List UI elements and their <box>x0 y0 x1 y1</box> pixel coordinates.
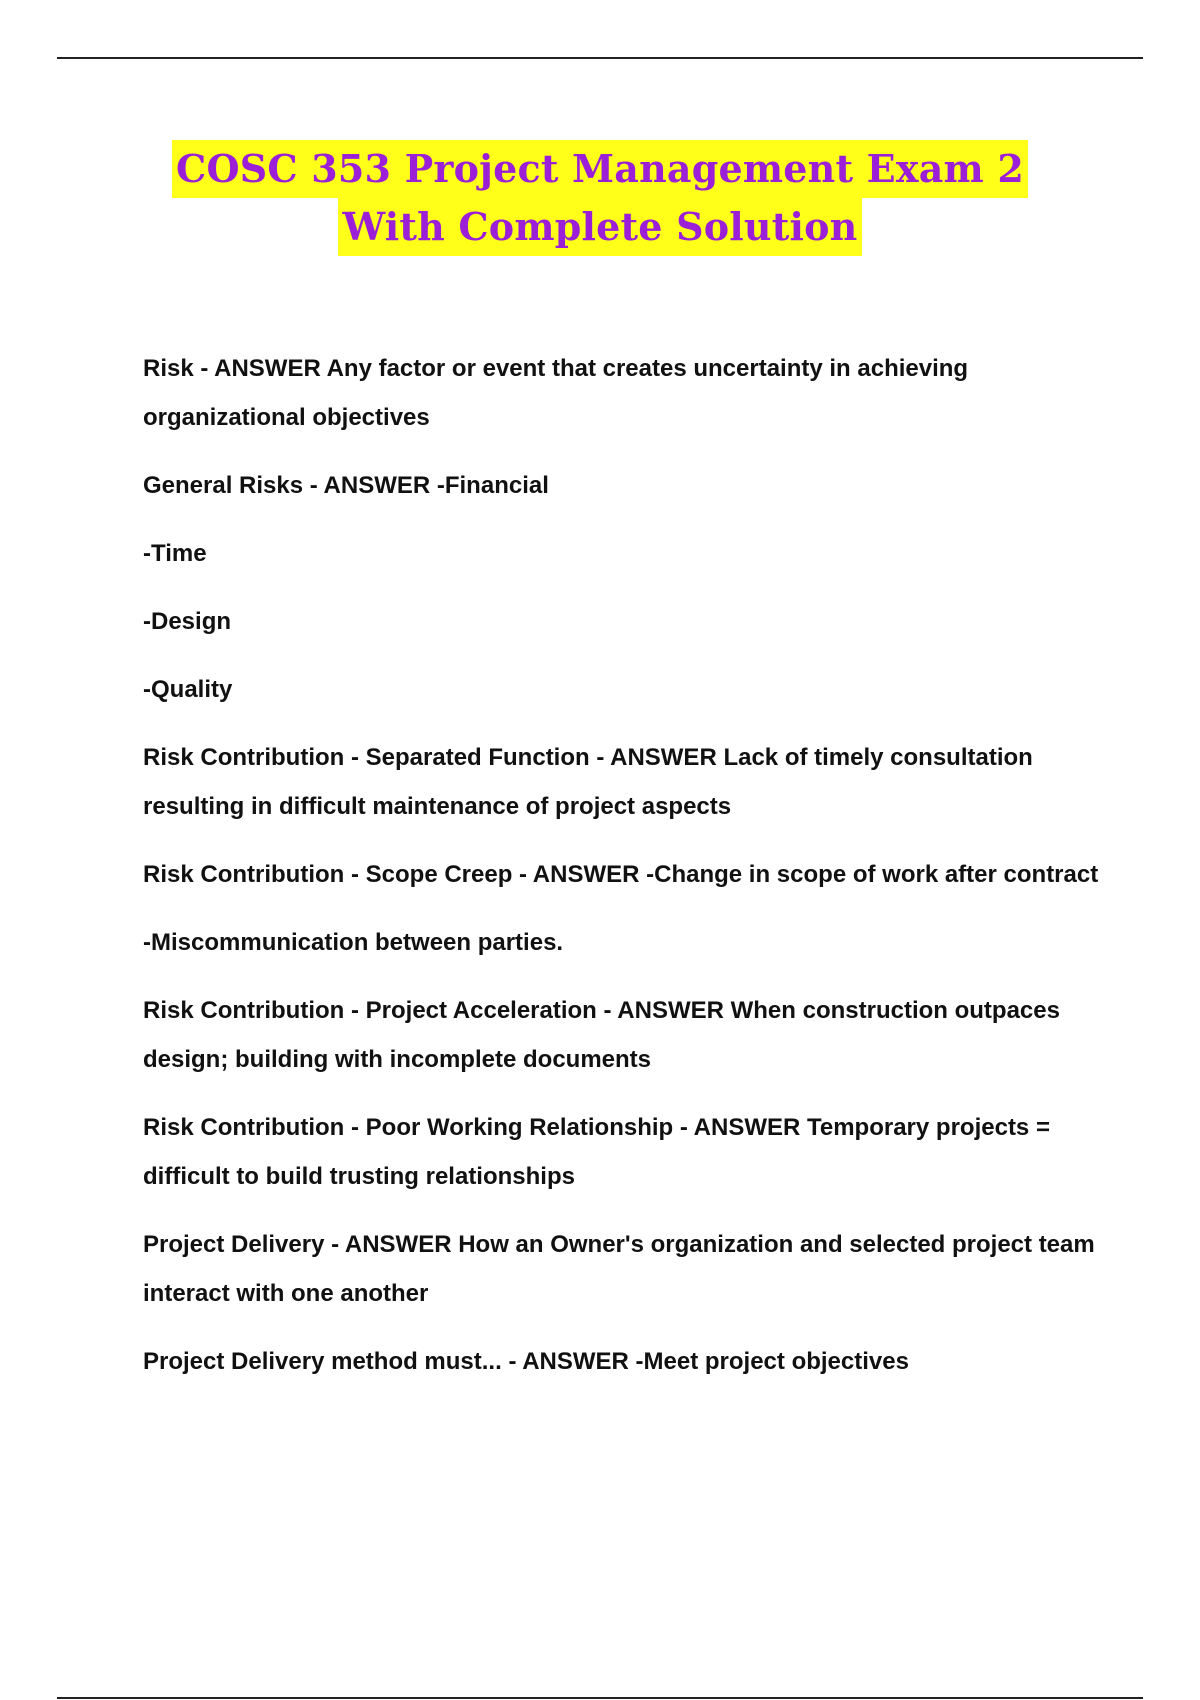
entry-quality: -Quality <box>143 676 233 703</box>
entry-time: -Time <box>143 540 207 567</box>
entry-risk: Risk - ANSWER Any factor or event that creates uncertainty in achieving organizational objectives <box>143 355 969 431</box>
bottom-rule <box>57 1697 1143 1699</box>
entry-general-risks: General Risks - ANSWER -Financial <box>143 472 549 499</box>
entry-project-delivery: Project Delivery - ANSWER How an Owner's organization and selected project team interact with one another <box>143 1231 1095 1307</box>
title-line-2: With Complete Solution <box>338 198 861 256</box>
title-line-1: COSC 353 Project Management Exam 2 <box>172 140 1028 198</box>
entry-project-acceleration: Risk Contribution - Project Acceleration - ANSWER When construction outpaces design; building with incomplete documents <box>143 997 1060 1073</box>
entry-design: -Design <box>143 608 232 635</box>
document-title <box>0 140 1200 256</box>
entry-miscommunication: -Miscommunication between parties. <box>143 929 564 956</box>
entry-separated-function: Risk Contribution - Separated Function - ANSWER Lack of timely consultation resulting in difficult maintenance of project aspects <box>143 744 1033 820</box>
qa-list <box>143 344 1103 1405</box>
entry-delivery-method: Project Delivery method must... - ANSWER -Meet project objectives <box>143 1348 909 1375</box>
top-rule <box>57 57 1143 59</box>
entry-poor-working-relationship: Risk Contribution - Poor Working Relationship - ANSWER Temporary projects = difficult to build trusting relationships <box>143 1114 1050 1190</box>
entry-scope-creep: Risk Contribution - Scope Creep - ANSWER -Change in scope of work after contract <box>143 861 1099 888</box>
